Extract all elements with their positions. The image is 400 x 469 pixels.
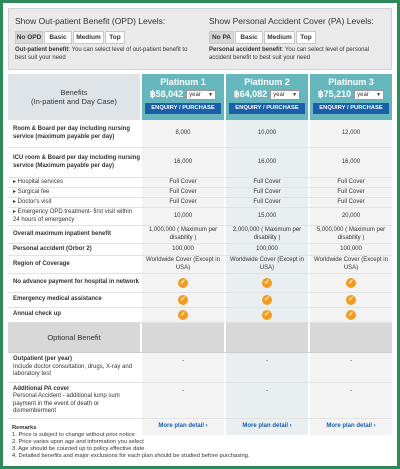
benefit-label: ▸ Hospital services: [13, 178, 64, 185]
optional-label-desc: Personal Accident - additional lump sum payment in the event of death or dismemberment: [13, 393, 120, 414]
opd-top-button[interactable]: Top: [105, 31, 125, 44]
benefit-label: ▸ Surgical fee: [13, 188, 50, 195]
checkmark-icon: ✓: [346, 295, 356, 305]
benefit-label: No advance payment for hospital in network: [13, 279, 140, 286]
pa-level-buttons: [209, 31, 397, 44]
plan-name: Platinum 2: [244, 77, 290, 87]
checkmark-icon: ✓: [262, 295, 272, 305]
more-plan-detail-link[interactable]: More plan detail ›: [242, 423, 292, 430]
opd-selector-title: Show Out-patient Benefit (OPD) Levels:: [15, 16, 166, 26]
chevron-down-icon: ▼: [208, 91, 214, 98]
benefit-value: [224, 274, 308, 292]
checkmark-icon: ✓: [262, 310, 272, 320]
opd-medium-button[interactable]: Medium: [73, 31, 104, 44]
benefit-value: Worldwide Cover (Except in USA): [140, 256, 224, 273]
benefit-label: Personal accident (Orbor 2): [13, 245, 92, 252]
opd-level-buttons: [15, 31, 203, 44]
benefits-header: [8, 74, 140, 120]
benefit-value: Full Cover: [140, 198, 224, 207]
plan-price: ฿75,210: [317, 89, 352, 99]
benefit-value: 100,000: [224, 244, 308, 255]
period-value: year: [357, 91, 369, 98]
pa-basic-button[interactable]: Basic: [235, 31, 263, 44]
benefit-value: 12,000: [308, 120, 392, 147]
plan-price: ฿64,082: [233, 89, 268, 99]
opd-basic-button[interactable]: Basic: [44, 31, 72, 44]
benefit-value: 5,000,000 ( Maximum per disability ): [308, 226, 392, 243]
optional-value: -: [224, 353, 308, 382]
chevron-down-icon: ▼: [292, 91, 298, 98]
optional-label-desc: Include doctor consultation, drugs, X-ray and laboratory test: [13, 363, 133, 378]
remarks-title: Remarks: [12, 425, 37, 431]
plan-price: ฿58,042: [149, 89, 184, 99]
table-row: [8, 178, 392, 188]
table-row: [8, 383, 392, 419]
benefit-label: Annual check up: [13, 311, 62, 318]
plan-name: Platinum 1: [160, 77, 206, 87]
benefit-value: [308, 274, 392, 292]
optional-value: -: [308, 353, 392, 382]
table-row: [8, 120, 392, 148]
optional-header-cell: [224, 323, 308, 352]
benefit-value: 100,000: [308, 244, 392, 255]
table-header-row: [8, 74, 392, 120]
remark-item: 4. Detailed benefits and major exclusions for each plan should be studied before purchasing.: [12, 453, 250, 459]
optional-label: [8, 383, 140, 418]
table-row: [8, 208, 392, 226]
plan-header-platinum-3: [308, 74, 392, 120]
period-select[interactable]: [270, 90, 300, 100]
benefit-label: ▸ Emergency OPD treatment- first visit within 24 hours of emergency: [13, 209, 133, 223]
optional-value: -: [140, 353, 224, 382]
checkmark-icon: ✓: [178, 278, 188, 288]
pa-description: [209, 47, 389, 62]
optional-benefit-header: [8, 323, 392, 353]
benefit-label: ICU room & Board per day including nursing service (Maximum payable per day): [13, 155, 141, 169]
benefit-label: ▸ Doctor's visit: [13, 198, 52, 205]
benefit-value: [140, 293, 224, 307]
remarks-section: [12, 425, 392, 460]
benefit-value: [308, 293, 392, 307]
more-plan-detail-link[interactable]: More plan detail ›: [158, 423, 208, 430]
opd-no-opd-button[interactable]: No OPD: [15, 31, 43, 44]
benefit-value: [224, 293, 308, 307]
period-select[interactable]: [354, 90, 384, 100]
checkmark-icon: ✓: [178, 295, 188, 305]
enquiry-purchase-button[interactable]: ENQUIRY / PURCHASE: [313, 103, 389, 114]
benefit-value: [140, 274, 224, 292]
table-row: [8, 226, 392, 244]
benefit-value: Full Cover: [224, 188, 308, 197]
benefit-value: 10,000: [140, 208, 224, 225]
table-row: [8, 274, 392, 293]
plan-price-row: [150, 89, 216, 100]
benefits-header-subtitle: (In-patient and Day Case): [31, 97, 117, 106]
benefit-value: 8,000: [140, 120, 224, 147]
benefit-value: 20,000: [308, 208, 392, 225]
optional-value: -: [308, 383, 392, 418]
optional-benefit-title: Optional Benefit: [8, 323, 140, 352]
table-row: [8, 188, 392, 198]
benefit-label: Overall maximum inpatient benefit: [13, 230, 112, 237]
benefit-label: Region of Coverage: [13, 260, 70, 267]
benefit-value: Full Cover: [140, 188, 224, 197]
table-row: [8, 244, 392, 256]
chevron-down-icon: ▼: [376, 91, 382, 98]
benefit-value: 2,000,000 ( Maximum per disability ): [224, 226, 308, 243]
benefit-value: Worldwide Cover (Except in USA): [308, 256, 392, 273]
optional-label-title: Additional PA cover: [13, 385, 70, 392]
enquiry-purchase-button[interactable]: ENQUIRY / PURCHASE: [145, 103, 221, 114]
table-row: [8, 198, 392, 208]
plan-header-platinum-2: [224, 74, 308, 120]
checkmark-icon: ✓: [346, 278, 356, 288]
benefit-value: [224, 308, 308, 322]
benefit-value: 10,000: [224, 120, 308, 147]
benefits-header-title: Benefits: [60, 88, 88, 97]
checkmark-icon: ✓: [262, 278, 272, 288]
table-row: [8, 293, 392, 308]
table-row: [8, 308, 392, 323]
pa-selector: [209, 15, 397, 62]
plan-price-row: [234, 89, 300, 100]
period-value: year: [189, 91, 201, 98]
pa-description-text: : You can select level of personal accident benefit to best suit your need: [209, 47, 370, 61]
plan-header-platinum-1: [140, 74, 224, 120]
plan-comparison-table: [8, 74, 392, 435]
benefit-value: 15,000: [224, 208, 308, 225]
benefit-value: Full Cover: [224, 198, 308, 207]
opd-description: [15, 47, 195, 62]
plan-name: Platinum 3: [328, 77, 374, 87]
period-value: year: [273, 91, 285, 98]
level-selector-panel: [8, 8, 392, 70]
period-select[interactable]: [186, 90, 216, 100]
opd-selector: [15, 15, 203, 62]
more-plan-detail-link[interactable]: More plan detail ›: [326, 423, 376, 430]
remark-item: 3. Age should be counted up to policy effective date: [12, 446, 145, 452]
table-row: [8, 148, 392, 178]
benefit-value: Full Cover: [308, 198, 392, 207]
benefit-value: Worldwide Cover (Except in USA): [224, 256, 308, 273]
pa-top-button[interactable]: Top: [296, 31, 316, 44]
plan-price-row: [318, 89, 384, 100]
pa-no-pa-button[interactable]: No PA: [209, 31, 234, 44]
benefit-value: Full Cover: [308, 188, 392, 197]
optional-header-cell: [308, 323, 392, 352]
benefit-value: [308, 308, 392, 322]
benefit-value: 16,000: [140, 148, 224, 177]
optional-value: -: [224, 383, 308, 418]
benefit-label: Room & Board per day including nursing service (maximum payable per day): [13, 126, 131, 140]
benefit-value: Full Cover: [308, 178, 392, 187]
benefit-value: 100,000: [140, 244, 224, 255]
table-row: [8, 353, 392, 383]
opd-description-bold: Out-patient benefit: [15, 47, 69, 53]
remark-item: 2. Price varies upon age and information you select: [12, 439, 144, 445]
pa-description-bold: Personal accident benefit: [209, 47, 282, 53]
benefit-value: 16,000: [308, 148, 392, 177]
pa-selector-title: Show Personal Accident Cover (PA) Levels:: [209, 16, 374, 26]
benefit-value: 1,000,000 ( Maximum per disability ): [140, 226, 224, 243]
optional-label: [8, 353, 140, 382]
benefit-label: Emergency medical assistance: [13, 296, 102, 303]
benefit-value: [140, 308, 224, 322]
optional-header-cell: [140, 323, 224, 352]
opd-description-text: : You can select level of out-patient benefit to best suit your need: [15, 47, 188, 61]
checkmark-icon: ✓: [178, 310, 188, 320]
benefit-value: Full Cover: [140, 178, 224, 187]
benefit-value: Full Cover: [224, 178, 308, 187]
checkmark-icon: ✓: [346, 310, 356, 320]
table-row: [8, 256, 392, 274]
optional-value: -: [140, 383, 224, 418]
optional-label-title: Outpatient (per year): [13, 356, 73, 363]
benefit-value: 16,000: [224, 148, 308, 177]
enquiry-purchase-button[interactable]: ENQUIRY / PURCHASE: [229, 103, 305, 114]
pa-medium-button[interactable]: Medium: [264, 31, 295, 44]
remark-item: 1. Price is subject to change without prior notice: [12, 432, 135, 438]
